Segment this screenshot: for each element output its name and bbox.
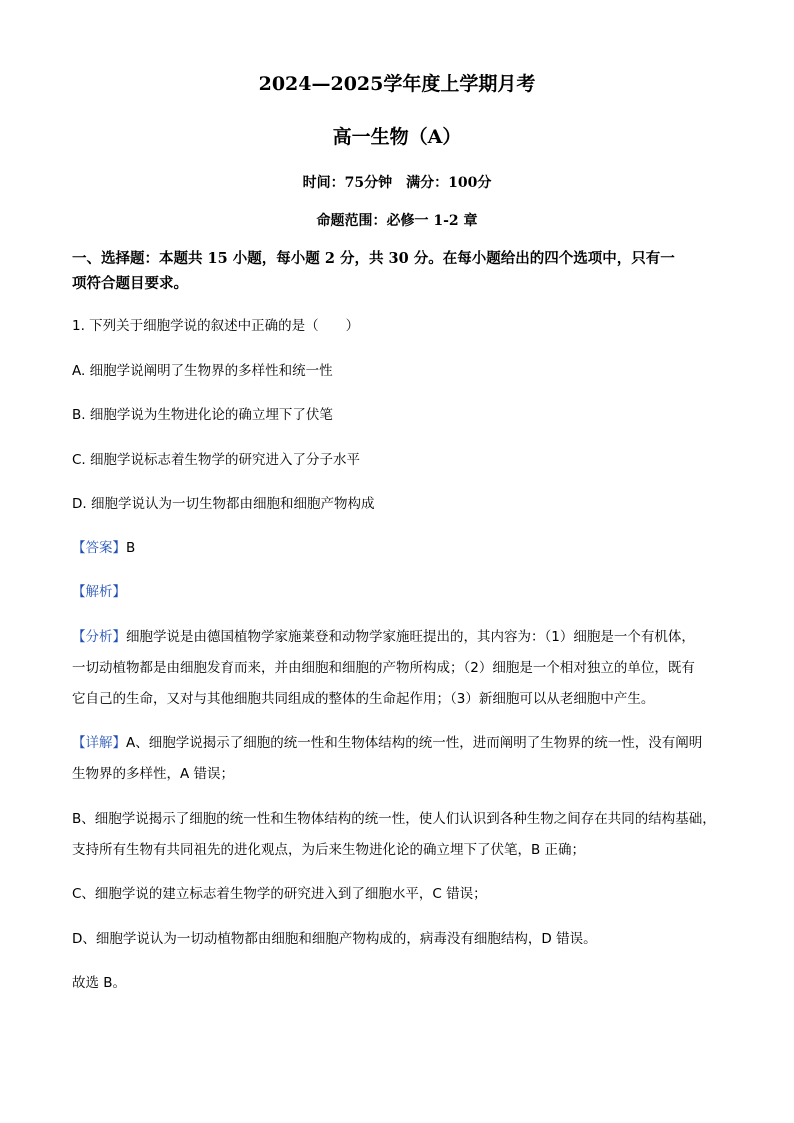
answer-tag: 【答案】 bbox=[72, 540, 126, 556]
conclusion: 故选 B。 bbox=[72, 975, 127, 991]
option-c: C. 细胞学说标志着生物学的研究进入了分子水平 bbox=[72, 452, 361, 468]
section-heading-line2: 项符合题目要求。 bbox=[72, 275, 188, 292]
section-heading-line1: 一、选择题：本题共 15 小题，每小题 2 分，共 30 分。在每小题给出的四个选项中，只有一 bbox=[72, 250, 675, 267]
answer-line bbox=[72, 538, 135, 558]
xiangjie-c: C、细胞学说的建立标志着生物学的研究进入到了细胞水平，C 错误； bbox=[72, 886, 487, 902]
scope-info: 命题范围：必修一 1-2 章 bbox=[316, 213, 478, 229]
analysis-line bbox=[72, 582, 126, 602]
analysis-tag: 【解析】 bbox=[72, 584, 126, 600]
time-info: 时间：75分钟 满分：100分 bbox=[302, 175, 492, 191]
option-b: B. 细胞学说为生物进化论的确立埋下了伏笔 bbox=[72, 407, 333, 423]
fenxi-text-1: 细胞学说是由德国植物学家施莱登和动物学家施旺提出的，其内容为：（1）细胞是一个有机体， bbox=[126, 629, 695, 645]
fenxi-text-2: 一切动植物都是由细胞发育而来，并由细胞和细胞的产物所构成；（2）细胞是一个相对独立的单位，既有 bbox=[72, 660, 695, 676]
answer-value: B bbox=[126, 540, 136, 556]
xiangjie-b-1: B、细胞学说揭示了细胞的统一性和生物体结构的统一性，使人们认识到各种生物之间存在共同的结构基础， bbox=[72, 811, 716, 827]
xiangjie-tag: 【详解】 bbox=[72, 735, 126, 751]
fenxi-tag: 【分析】 bbox=[72, 629, 126, 645]
fenxi-text-3: 它自己的生命，又对与其他细胞共同组成的整体的生命起作用；（3）新细胞可以从老细胞中产生。 bbox=[72, 691, 655, 707]
xiangjie-d: D、细胞学说认为一切动植物都由细胞和细胞产物构成的，病毒没有细胞结构，D 错误。 bbox=[72, 931, 597, 947]
option-d: D. 细胞学说认为一切生物都由细胞和细胞产物构成 bbox=[72, 496, 375, 512]
fenxi-line-1 bbox=[72, 627, 695, 647]
question-stem: 1. 下列关于细胞学说的叙述中正确的是（ ） bbox=[72, 318, 360, 334]
option-a: A. 细胞学说阐明了生物界的多样性和统一性 bbox=[72, 363, 333, 379]
xiangjie-a-1: A、细胞学说揭示了细胞的统一性和生物体结构的统一性，进而阐明了生物界的统一性，没有阐明 bbox=[126, 735, 703, 751]
page-subtitle: 高一生物（A） bbox=[332, 126, 462, 148]
xiangjie-a-2: 生物界的多样性，A 错误； bbox=[72, 766, 235, 782]
xiangjie-line-1 bbox=[72, 733, 702, 753]
xiangjie-b-2: 支持所有生物有共同祖先的进化观点，为后来生物进化论的确立埋下了伏笔，B 正确； bbox=[72, 842, 586, 858]
page-title: 2024—2025学年度上学期月考 bbox=[258, 73, 536, 95]
